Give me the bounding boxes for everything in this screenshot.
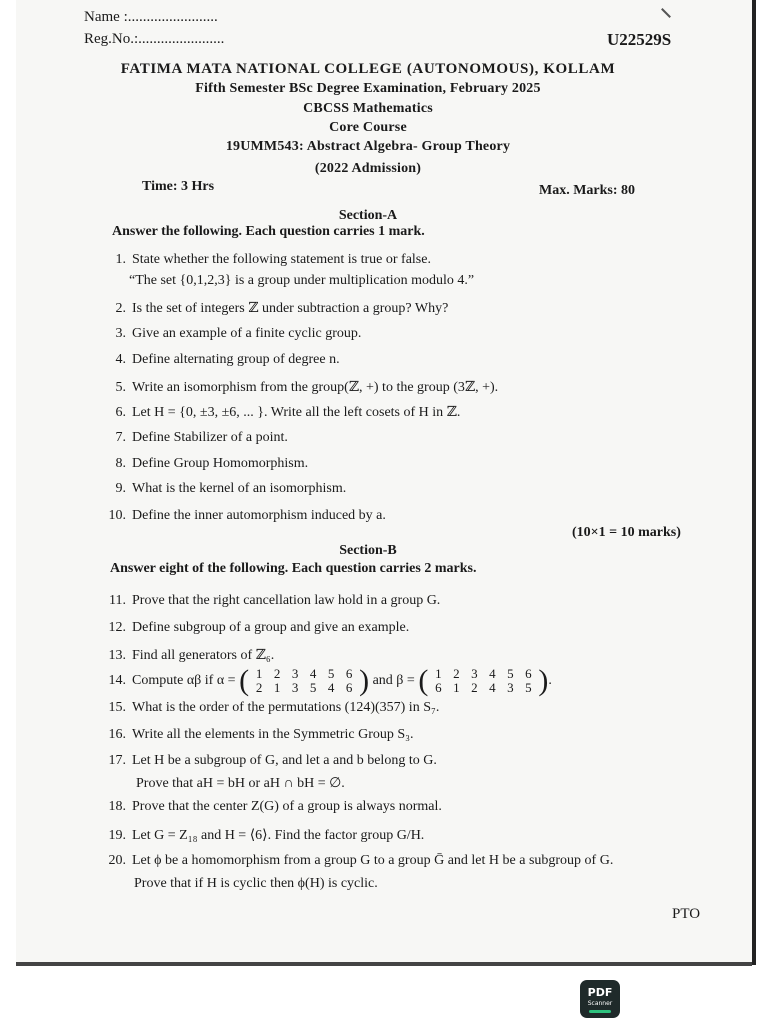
section-b-instruction: Answer eight of the following. Each question carries 2 marks.: [110, 561, 477, 576]
matrix-entry: 1: [453, 680, 460, 695]
question-number: 4.: [115, 352, 126, 367]
logo-text: PDF: [587, 986, 613, 999]
question-text: Let G = Z₁₈ and H = ⟨6⟩. Find the factor group G/H.: [132, 828, 425, 843]
question-3: [106, 326, 361, 342]
question-2: [106, 300, 448, 317]
question-number: 6.: [115, 405, 126, 420]
question-14: [102, 666, 552, 696]
question-5: [106, 379, 498, 396]
question-text: Define subgroup of a group and give an example.: [132, 620, 410, 635]
question-10: [106, 508, 386, 524]
question-13: [102, 647, 274, 664]
matrix-entry: 5: [309, 680, 317, 695]
matrix-entry: 5: [327, 666, 335, 681]
matrix-entry: 4: [489, 666, 496, 681]
question-text: Prove that the right cancellation law hold in a group G.: [132, 593, 441, 608]
question-number: 7.: [115, 430, 126, 445]
matrix-entry: 6: [345, 666, 353, 681]
matrix-entry: 4: [489, 680, 496, 695]
college-name: FATIMA MATA NATIONAL COLLEGE (AUTONOMOUS), KOLLAM: [120, 61, 616, 77]
alpha-permutation-matrix: ( 1 2 3 4 5 6 2 1 3 5 4 6 ): [239, 664, 370, 697]
question-6: [106, 404, 460, 421]
course-type: Core Course: [329, 120, 407, 135]
paper-code: U22529S: [607, 30, 672, 49]
question-number: 11.: [109, 593, 126, 608]
question-number: 2.: [115, 301, 126, 316]
please-turn-over: PTO: [672, 906, 701, 922]
beta-permutation-matrix: ( 1 2 3 4 5 6 6 1 2 4 3 5 ): [418, 664, 549, 697]
question-text: Is the set of integers ℤ under subtraction a group? Why?: [132, 301, 449, 316]
question-text: Let H = {0, ±3, ±6, ... }. Write all the left cosets of H in ℤ.: [132, 405, 461, 420]
section-b-title: Section-B: [339, 543, 397, 558]
question-text: What is the order of the permutations (124)(357) in S₇.: [132, 700, 440, 715]
question-number: 17.: [108, 753, 126, 768]
question-20: [102, 853, 613, 869]
alpha-top-row: [250, 667, 358, 681]
question-20-statement: Prove that if H is cyclic then ϕ(H) is cyclic.: [134, 876, 378, 891]
question-text: Define alternating group of degree n.: [132, 352, 340, 367]
question-text: Define Stabilizer of a point.: [132, 430, 288, 445]
matrix-entry: 2: [453, 666, 460, 681]
section-a-instruction: Answer the following. Each question carries 1 mark.: [112, 224, 425, 239]
matrix-entry: 1: [273, 680, 281, 695]
question-text: What is the kernel of an isomorphism.: [132, 481, 347, 496]
question-number: 13.: [108, 648, 126, 663]
question-9: [106, 481, 346, 497]
matrix-entry: 3: [291, 666, 299, 681]
question-text: Let ϕ be a homomorphism from a group G to a group Ḡ and let H be a subgroup of G.: [132, 853, 614, 868]
matrix-entry: 1: [435, 666, 442, 681]
question-19: [102, 827, 424, 844]
alpha-bottom-row: [250, 681, 358, 695]
exam-duration: Time: 3 Hrs: [142, 179, 215, 194]
question-8: [106, 456, 308, 472]
question-number: 18.: [108, 799, 126, 814]
beta-top-row: [429, 667, 537, 681]
matrix-entry: 3: [471, 666, 478, 681]
question-text: Let H be a subgroup of G, and let a and b belong to G.: [132, 753, 437, 768]
matrix-entry: 1: [255, 666, 263, 681]
matrix-entry: 6: [525, 666, 532, 681]
question-7: [106, 430, 288, 446]
question-text: Compute αβ if α =: [132, 673, 236, 689]
question-12: [102, 620, 409, 636]
scan-edge: [16, 962, 752, 966]
beta-bottom-row: [429, 681, 537, 695]
matrix-entry: 2: [471, 680, 478, 695]
question-number: 12.: [108, 620, 126, 635]
question-number: 8.: [115, 456, 126, 471]
matrix-entry: 6: [345, 680, 353, 695]
section-a-marks: (10×1 = 10 marks): [572, 525, 681, 540]
question-number: 15.: [108, 700, 126, 715]
question-number: 5.: [115, 380, 126, 395]
question-17: [102, 753, 437, 769]
matrix-entry: 6: [435, 680, 442, 695]
question-text: Write all the elements in the Symmetric Group S₃.: [132, 727, 414, 742]
question-number: 3.: [115, 326, 126, 341]
exam-title: Fifth Semester BSc Degree Examination, February 2025: [195, 81, 541, 96]
matrix-entry: 4: [327, 680, 335, 695]
question-18: [102, 799, 442, 815]
matrix-entry: 5: [507, 666, 514, 681]
section-a-title: Section-A: [338, 208, 398, 223]
regno-field-label: Reg.No.:.......................: [84, 31, 225, 47]
question-number: 16.: [108, 727, 126, 742]
question-11: [102, 593, 440, 609]
matrix-entry: 3: [507, 680, 514, 695]
question-number: 14.: [108, 673, 126, 689]
matrix-entry: 2: [255, 680, 263, 695]
question-4: [106, 352, 340, 368]
question-text: Define Group Homomorphism.: [132, 456, 309, 471]
program-name: CBCSS Mathematics: [303, 101, 433, 116]
question-text: Define the inner automorphism induced by a.: [132, 508, 386, 523]
pdf-scanner-logo-icon: [580, 980, 620, 1018]
matrix-entry: 3: [291, 680, 299, 695]
max-marks: Max. Marks: 80: [539, 183, 636, 198]
question-text-and: and β =: [372, 673, 415, 689]
question-1-statement: “The set {0,1,2,3} is a group under multiplication modulo 4.”: [129, 273, 475, 288]
question-number: 1.: [115, 252, 126, 267]
question-text: Give an example of a finite cyclic group.: [132, 326, 362, 341]
question-16: [102, 727, 414, 743]
admission-year: (2022 Admission): [314, 161, 422, 176]
course-title: 19UMM543: Abstract Algebra- Group Theory: [225, 139, 511, 154]
question-1: [106, 252, 431, 268]
name-field-label: Name :........................: [84, 9, 218, 25]
logo-subtext: Scanner: [587, 1000, 613, 1007]
matrix-entry: 4: [309, 666, 317, 681]
matrix-entry: 2: [273, 666, 281, 681]
question-17-statement: Prove that aH = bH or aH ∩ bH = ∅.: [136, 776, 345, 791]
question-15: [102, 700, 439, 716]
question-number: 19.: [108, 828, 126, 843]
question-text: Write an isomorphism from the group(ℤ, +) to the group (3ℤ, +).: [132, 380, 499, 395]
question-number: 20.: [108, 853, 126, 868]
matrix-entry: 5: [525, 680, 532, 695]
question-text: Find all generators of ℤ₆.: [132, 648, 275, 663]
question-text: Prove that the center Z(G) of a group is always normal.: [132, 799, 442, 814]
question-text: State whether the following statement is true or false.: [132, 252, 431, 267]
question-number: 10.: [108, 508, 126, 523]
question-number: 9.: [115, 481, 126, 496]
question-text-end: .: [548, 673, 552, 689]
